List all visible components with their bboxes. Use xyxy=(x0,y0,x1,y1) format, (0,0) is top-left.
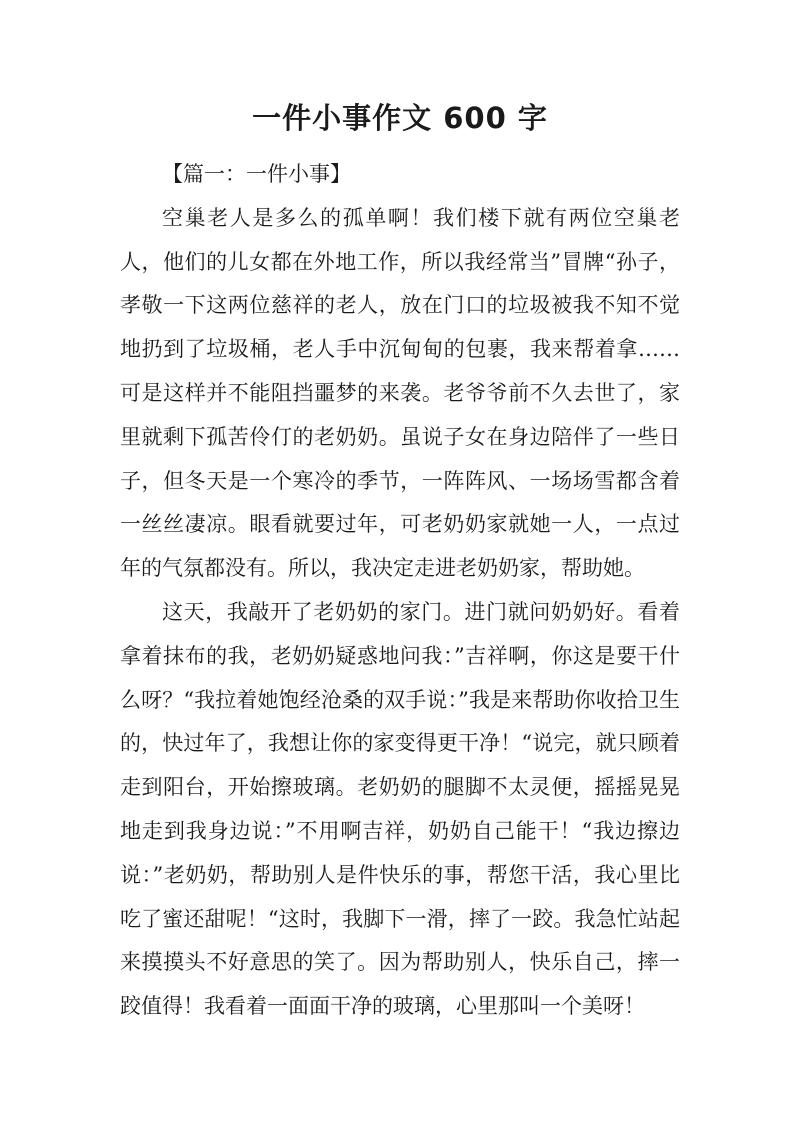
paragraph-2: 这天，我敲开了老奶奶的家门。进门就问奶奶好。看着拿着抹布的我，老奶奶疑惑地问我：”吉祥啊，你这是要干什么呀？“我拉着她饱经沧桑的双手说：”我是来帮助你收拾卫生的，快过年了，我想让你的家变得更干净！“说完，就只顾着走到阳台，开始擦玻璃。老奶奶的腿脚不太灵便，摇摇晃晃地走到我身边说：”不用啊吉祥，奶奶自己能干！“我边擦边说：”老奶奶，帮助别人是件快乐的事，帮您干活，我心里比吃了蜜还甜呢！“这时，我脚下一滑，摔了一跤。我急忙站起来摸摸头不好意思的笑了。因为帮助别人，快乐自己，摔一跤值得！我看着一面面干净的玻璃，心里那叫一个美呀！ xyxy=(120,599,680,1019)
paragraph-1: 空巢老人是多么的孤单啊！我们楼下就有两位空巢老人，他们的儿女都在外地工作，所以我经常当”冒牌“孙子，孝敬一下这两位慈祥的老人，放在门口的垃圾被我不知不觉地扔到了垃圾桶，老人手中沉甸甸的包裹，我来帮着拿……可是这样并不能阻挡噩梦的来袭。老爷爷前不久去世了，家里就剩下孤苦伶仃的老奶奶。虽说子女在身边陪伴了一些日子，但冬天是一个寒冷的季节，一阵阵风、一场场雪都含着一丝丝凄凉。眼看就要过年，可老奶奶家就她一人，一点过年的气氛都没有。所以，我决定走进老奶奶家，帮助她。 xyxy=(120,205,680,581)
document-title: 一件小事作文 600 字 xyxy=(252,101,548,135)
document-body xyxy=(120,153,680,1029)
section-heading: 【篇一：一件小事】 xyxy=(162,162,351,186)
